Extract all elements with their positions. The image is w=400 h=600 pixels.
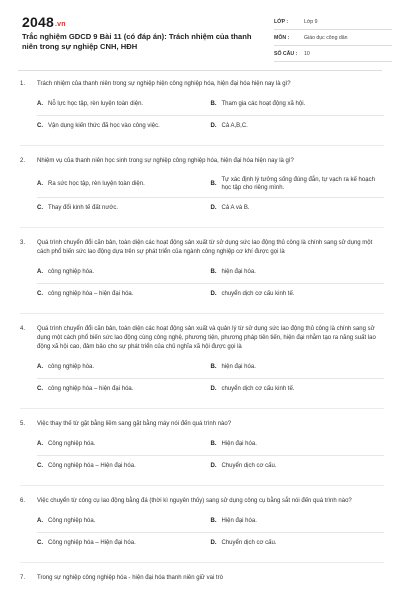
logo-suffix: .vn (54, 21, 66, 28)
option-d[interactable] (211, 385, 385, 394)
option-letter: C. (37, 123, 43, 130)
option-c[interactable] (37, 122, 211, 131)
meta-table (274, 14, 392, 62)
options (37, 357, 384, 400)
option-text: công nghiệp hóa. (48, 269, 95, 276)
question-text (20, 574, 384, 583)
meta-row-class (274, 14, 392, 30)
question-text (20, 157, 384, 166)
option-letter: D. (210, 123, 217, 130)
option-letter: A. (37, 269, 43, 276)
option-text: Công nghiệp hóa. (48, 518, 96, 525)
question-divider (20, 485, 384, 486)
option-letter: D. (210, 463, 217, 470)
question-body: Việc thay thế từ gặt bằng liềm sang gặt bằng máy nói đến quá trình nào? (37, 421, 232, 427)
question-body: Việc chuyển từ công cụ lao động bằng đá (thời kì nguyên thủy) sang sử dụng công cụ bằng sắt nói đến quá trình nào? (37, 498, 352, 504)
option-row (37, 434, 384, 455)
question-body: Trong sự nghiệp công nghiệp hóa - hiện đại hóa thanh niên giữ vai trò (37, 575, 223, 581)
question-number: 3. (20, 240, 26, 246)
question-4 (20, 325, 384, 409)
question-divider (20, 227, 384, 228)
meta-label: SỐ CÂU : (274, 50, 298, 57)
question-divider (20, 145, 384, 146)
option-d[interactable] (211, 122, 385, 131)
option-row (37, 378, 384, 400)
option-letter: B. (210, 180, 217, 187)
option-text: Công nghiệp hóa. (48, 441, 96, 448)
option-b[interactable] (211, 363, 385, 372)
option-row (37, 511, 384, 532)
option-row (37, 94, 384, 115)
question-text (20, 497, 384, 506)
option-d[interactable] (211, 204, 385, 213)
option-d[interactable] (211, 290, 385, 299)
page-title: Trắc nghiệm GDCD 9 Bài 11 (có đáp án): Trách nhiệm của thanh niên trong sự nghiệp CNH, HĐH (22, 32, 252, 51)
option-text: Tự xác định lý tưởng sống đúng đắn, tự vạch ra kế hoạch học tập cho riêng mình. (221, 176, 375, 191)
option-letter: C. (37, 205, 43, 212)
option-text: Hiện đại hóa. (221, 441, 257, 448)
option-letter: A. (37, 180, 43, 187)
option-b[interactable] (211, 440, 385, 449)
option-b[interactable] (211, 268, 385, 277)
option-text: hiện đại hóa. (221, 364, 256, 371)
option-text: Vận dụng kiến thức đã học vào công việc. (48, 123, 160, 130)
question-divider (20, 562, 384, 563)
question-text (20, 420, 384, 429)
option-text: Tham gia các hoạt động xã hội. (221, 101, 306, 108)
question-5 (20, 420, 384, 486)
meta-value: 10 (304, 50, 310, 57)
meta-row-subject (274, 30, 392, 46)
option-row (37, 171, 384, 197)
question-body: Nhiệm vụ của thanh niên học sinh trong sự nghiệp công nghiệp hóa, hiện đại hóa hiện nay là gì? (37, 158, 294, 164)
options (37, 434, 384, 477)
question-body: Trách nhiệm của thanh niên trong sự nghiệp hiện công nghiệp hóa, hiện đại hóa hiện nay là gì? (37, 81, 291, 87)
option-row (37, 197, 384, 219)
option-letter: B. (210, 364, 217, 371)
option-text: Chuyển dịch cơ cấu. (221, 540, 277, 547)
question-number: 4. (20, 326, 26, 332)
question-number: 7. (20, 575, 26, 581)
meta-row-count (274, 46, 392, 62)
question-body: Quá trình chuyển đổi căn bản, toàn diện các hoạt động sản xuất và quản lý từ sử dụng sức lao động thủ công là chính sang sử dụng một cách phổ biến sức lao động cùng công nghệ, phương tiện, phương pháp tiên tiến, hiện đại nhằm tạo ra năng suất lao động xã hội cao, đảm bảo cho sự phát triển của chủ nghĩa xã hội được gọi là (37, 326, 376, 350)
site-logo[interactable] (22, 14, 66, 30)
option-letter: B. (210, 441, 217, 448)
option-c[interactable] (37, 462, 211, 471)
question-number: 1. (20, 81, 26, 87)
option-d[interactable] (211, 462, 385, 471)
option-a[interactable] (37, 363, 211, 372)
option-d[interactable] (211, 539, 385, 548)
option-b[interactable] (211, 517, 385, 526)
question-divider (20, 313, 384, 314)
option-letter: C. (37, 463, 43, 470)
option-text: Thay đổi kinh tế đất nước. (48, 205, 118, 212)
question-list (20, 80, 384, 594)
option-letter: D. (210, 386, 217, 393)
option-b[interactable] (211, 100, 385, 109)
option-text: hiện đại hóa. (221, 269, 256, 276)
option-text: công nghiệp hóa. (48, 364, 95, 371)
meta-label: LỚP : (274, 18, 289, 25)
option-a[interactable] (37, 180, 211, 189)
option-letter: A. (37, 518, 43, 525)
options (37, 262, 384, 305)
option-letter: B. (210, 101, 217, 108)
option-text: Ra sức học tập, rèn luyện toàn diện. (48, 180, 145, 187)
option-letter: C. (37, 540, 43, 547)
option-row (37, 455, 384, 477)
option-letter: C. (37, 386, 43, 393)
meta-label: MÔN : (274, 34, 290, 41)
option-letter: C. (37, 291, 43, 298)
question-number: 5. (20, 421, 26, 427)
option-b[interactable] (211, 176, 385, 193)
option-text: Công nghiệp hóa – Hiện đại hóa. (48, 540, 136, 547)
question-text (20, 325, 384, 352)
option-a[interactable] (37, 100, 211, 109)
option-row (37, 532, 384, 554)
option-row (37, 262, 384, 283)
option-c[interactable] (37, 385, 211, 394)
question-text (20, 80, 384, 89)
question-number: 2. (20, 158, 26, 164)
option-c[interactable] (37, 204, 211, 213)
question-body: Quá trình chuyển đổi căn bản, toàn diện các hoạt động sản xuất từ sử dụng sức lao động thủ công là chính sang sử dụng một cách phổ biến sức lao động dựa trên sự phát triển của ngành công nghiệp cơ khí được gọi là (37, 240, 373, 255)
meta-value: Giáo dục công dân (304, 34, 348, 41)
question-1 (20, 80, 384, 146)
option-text: Hiện đại hóa. (221, 518, 257, 525)
options (37, 94, 384, 137)
header-divider (18, 70, 382, 71)
option-letter: D. (210, 540, 217, 547)
option-letter: A. (37, 101, 43, 108)
option-letter: B. (210, 518, 217, 525)
option-c[interactable] (37, 539, 211, 548)
options (37, 171, 384, 219)
option-row (37, 357, 384, 378)
option-text: Nỗ lực học tập, rèn luyện toàn diện. (48, 101, 144, 108)
option-a[interactable] (37, 517, 211, 526)
option-text: Cả A,B,C. (221, 123, 248, 130)
question-number: 6. (20, 498, 26, 504)
option-text: công nghiệp hóa – hiện đại hóa. (48, 291, 134, 298)
option-letter: A. (37, 441, 43, 448)
option-text: Chuyển dịch cơ cấu. (221, 463, 277, 470)
option-text: chuyển dịch cơ cấu kinh tế. (221, 386, 295, 393)
question-3 (20, 239, 384, 314)
meta-value: Lớp 9 (304, 18, 318, 25)
option-text: công nghiệp hóa – hiện đại hóa. (48, 386, 134, 393)
question-2 (20, 157, 384, 228)
option-letter: D. (210, 291, 217, 298)
logo-main: 2048 (22, 14, 54, 30)
option-row (37, 283, 384, 305)
question-7 (20, 574, 384, 583)
option-a[interactable] (37, 440, 211, 449)
question-text (20, 239, 384, 257)
option-text: chuyển dịch cơ cấu kinh tế. (221, 291, 295, 298)
option-letter: B. (210, 269, 217, 276)
option-c[interactable] (37, 290, 211, 299)
option-a[interactable] (37, 268, 211, 277)
question-6 (20, 497, 384, 563)
options (37, 511, 384, 554)
question-divider (20, 408, 384, 409)
option-row (37, 115, 384, 137)
option-letter: D. (210, 205, 217, 212)
option-text: Công nghiệp hóa – Hiện đại hóa. (48, 463, 136, 470)
option-letter: A. (37, 364, 43, 371)
page-header (22, 14, 382, 60)
option-text: Cả A và B. (221, 205, 250, 212)
